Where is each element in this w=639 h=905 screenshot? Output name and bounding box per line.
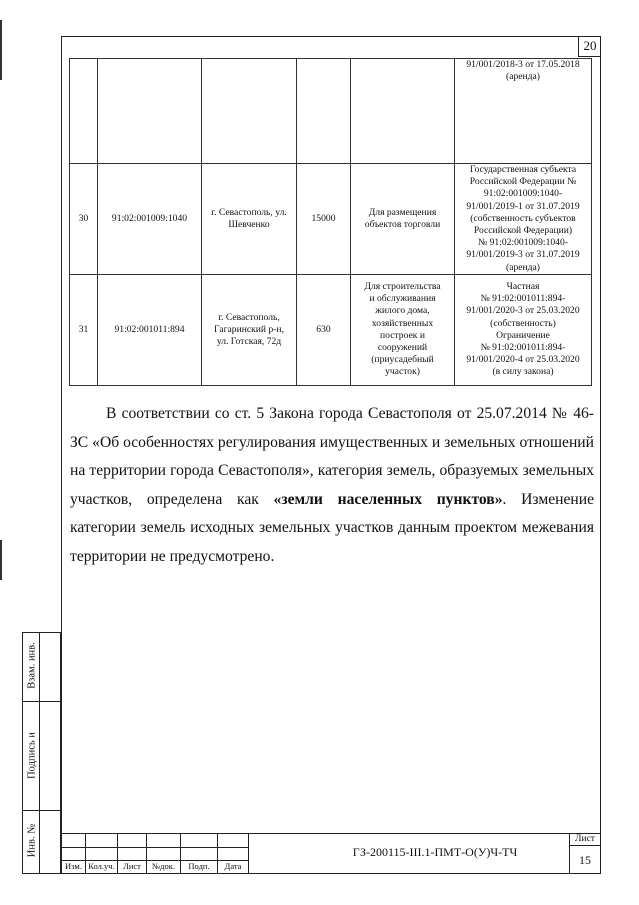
stamp-header-kolvo: Кол.уч. [85, 860, 118, 874]
stamp-header-izm: Изм. [61, 860, 86, 874]
stamp-col-kolvo [85, 833, 118, 861]
cell-num [70, 59, 98, 164]
paragraph-text-2: . Изменение категории земель исходных земельных участков данным проектом межевания территории не предусмотрено. [70, 490, 594, 565]
cell-cadastral: 91:02:001011:894 [98, 274, 202, 385]
cell-rights: Частная № 91:02:001011:894- 91/001/2020-3 от 25.03.2020 (собственность) Ограничение № 91:02:001011:894- 91/001/2020-4 от 25.03.2020 (в силу закона) [455, 274, 592, 385]
scan-mark-mid [0, 540, 2, 580]
cell-address: г. Севастополь, ул. Шевченко [202, 164, 297, 275]
cell-area: 630 [297, 274, 351, 385]
stamp-header-list: Лист [117, 860, 147, 874]
paragraph-text-1: В соответствии со ст. 5 Закона города Севастополя от 25.07.2014 № 46-ЗС «Об особенностях регулирования имущественных и земельных отношений на территории города Севастополя», категория земель, образуемых земельных участков, определена как [70, 405, 594, 508]
scan-mark-top [0, 20, 2, 80]
stamp-col-ndok [146, 833, 181, 861]
cell-area [297, 59, 351, 164]
stamp-header-ndok: №док. [146, 860, 181, 874]
cell-use [351, 59, 455, 164]
table-row [70, 164, 592, 275]
sheet-number: 15 [569, 845, 601, 874]
stamp-header-podp: Подп. [180, 860, 218, 874]
cell-address [202, 59, 297, 164]
label-inv-number: Инв. № [26, 823, 38, 858]
label-vzam-inv: Взам. инв. [26, 642, 38, 689]
cell-use: Для строительства и обслуживания жилого дома, хозяйственных построек и сооружений (приусадебный участок) [351, 274, 455, 385]
page-number: 20 [578, 36, 601, 57]
cell-num: 30 [70, 164, 98, 275]
title-block [61, 833, 601, 874]
paragraph-bold: «земли населенных пунктов» [273, 490, 503, 508]
label-podpis: Подпись и [26, 732, 38, 779]
cell-area: 15000 [297, 164, 351, 275]
land-plots-table [69, 58, 592, 386]
stamp-header-data: Дата [217, 860, 249, 874]
cell-use: Для размещения объектов торговли [351, 164, 455, 275]
table-row [70, 274, 592, 385]
cell-address: г. Севастополь, Гагаринский р-н, ул. Готская, 72д [202, 274, 297, 385]
body-paragraph [70, 400, 594, 571]
cell-cadastral [98, 59, 202, 164]
table-row [70, 59, 592, 164]
cell-num: 31 [70, 274, 98, 385]
cell-rights: Государственная субъекта Российской Федерации № 91:02:001009:1040- 91/001/2019-1 от 31.07.2019 (собственность субъектов Российской Федерации) № 91:02:001009:1040- 91/001/2019-3 от 31.07.2019 (аренда) [455, 164, 592, 275]
cell-cadastral: 91:02:001009:1040 [98, 164, 202, 275]
sheet-label: Лист [569, 833, 601, 846]
stamp-col-data [217, 833, 249, 861]
side-stamp-strip [22, 632, 60, 874]
cell-rights: 91/001/2018-3 от 17.05.2018 (аренда) [455, 59, 592, 164]
document-code: ГЗ-200115-III.1-ПМТ-О(У)Ч-ТЧ [352, 845, 518, 859]
